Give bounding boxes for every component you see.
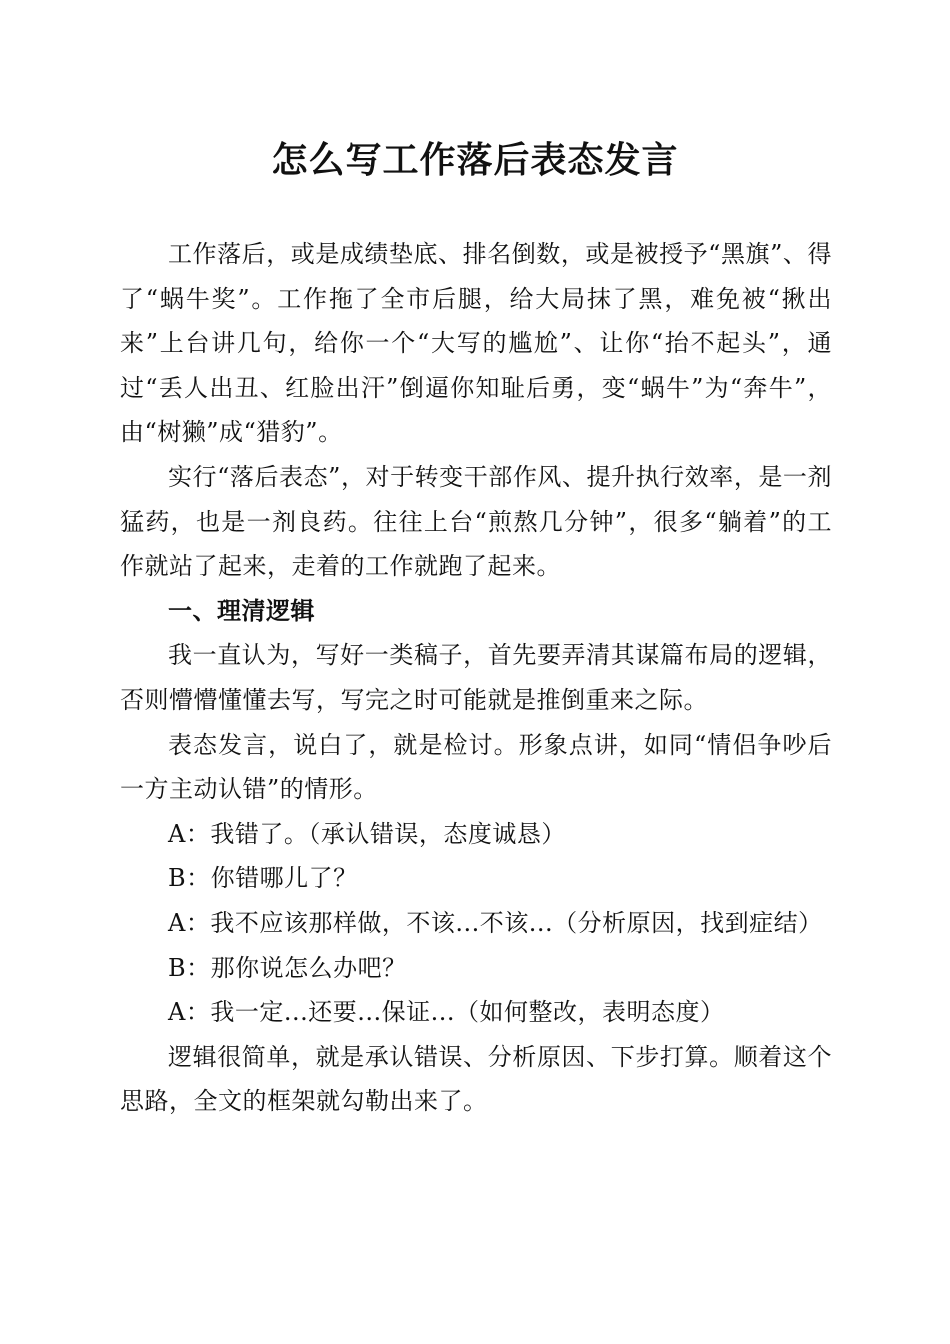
dialogue-line-a1: A：我错了。（承认错误，态度诚恳） bbox=[168, 819, 566, 848]
dialogue-line-b2: B：那你说怎么办吧？ bbox=[168, 953, 407, 982]
document-title: 怎么写工作落后表态发言 bbox=[271, 139, 679, 181]
paragraph-logic-summary: 逻辑很简单，就是承认错误、分析原因、下步打算。顺着这个思路，全文的框架就勾勒出来了。 bbox=[120, 1042, 832, 1116]
dialogue-line-b1: B：你错哪儿了？ bbox=[168, 864, 358, 893]
paragraph-intro-1: 工作落后，或是成绩垫底、排名倒数，或是被授予“黑旗”、得了“蜗牛奖”。工作拖了全市后腿，给大局抹了黑，难免被“揪出来”上台讲几句，给你一个“大写的尴尬”、让你“抬不起头”，通过“丢人出丑、红脸出汗”倒逼你知耻后勇，变“蜗牛”为“奔牛”，由“树獭”成“猎豹”。 bbox=[120, 240, 832, 447]
section-heading-logic: 一、理清逻辑 bbox=[168, 596, 315, 625]
dialogue-line-a3: A：我一定...还要...保证...（如何整改，表明态度） bbox=[168, 998, 725, 1027]
document-body bbox=[120, 232, 832, 1124]
dialogue-line-a2: A：我不应该那样做，不该...不该...（分析原因，找到症结） bbox=[168, 908, 823, 937]
paragraph-logic-1: 我一直认为，写好一类稿子，首先要弄清其谋篇布局的逻辑，否则懵懵懂懂去写，写完之时可能就是推倒重来之际。 bbox=[120, 641, 832, 714]
paragraph-intro-2: 实行“落后表态”，对于转变干部作风、提升执行效率，是一剂猛药，也是一剂良药。往往上台“煎熬几分钟”，很多“躺着”的工作就站了起来，走着的工作就跑了起来。 bbox=[120, 462, 832, 581]
paragraph-logic-2: 表态发言，说白了，就是检讨。形象点讲，如同“情侣争吵后一方主动认错”的情形。 bbox=[120, 730, 832, 804]
